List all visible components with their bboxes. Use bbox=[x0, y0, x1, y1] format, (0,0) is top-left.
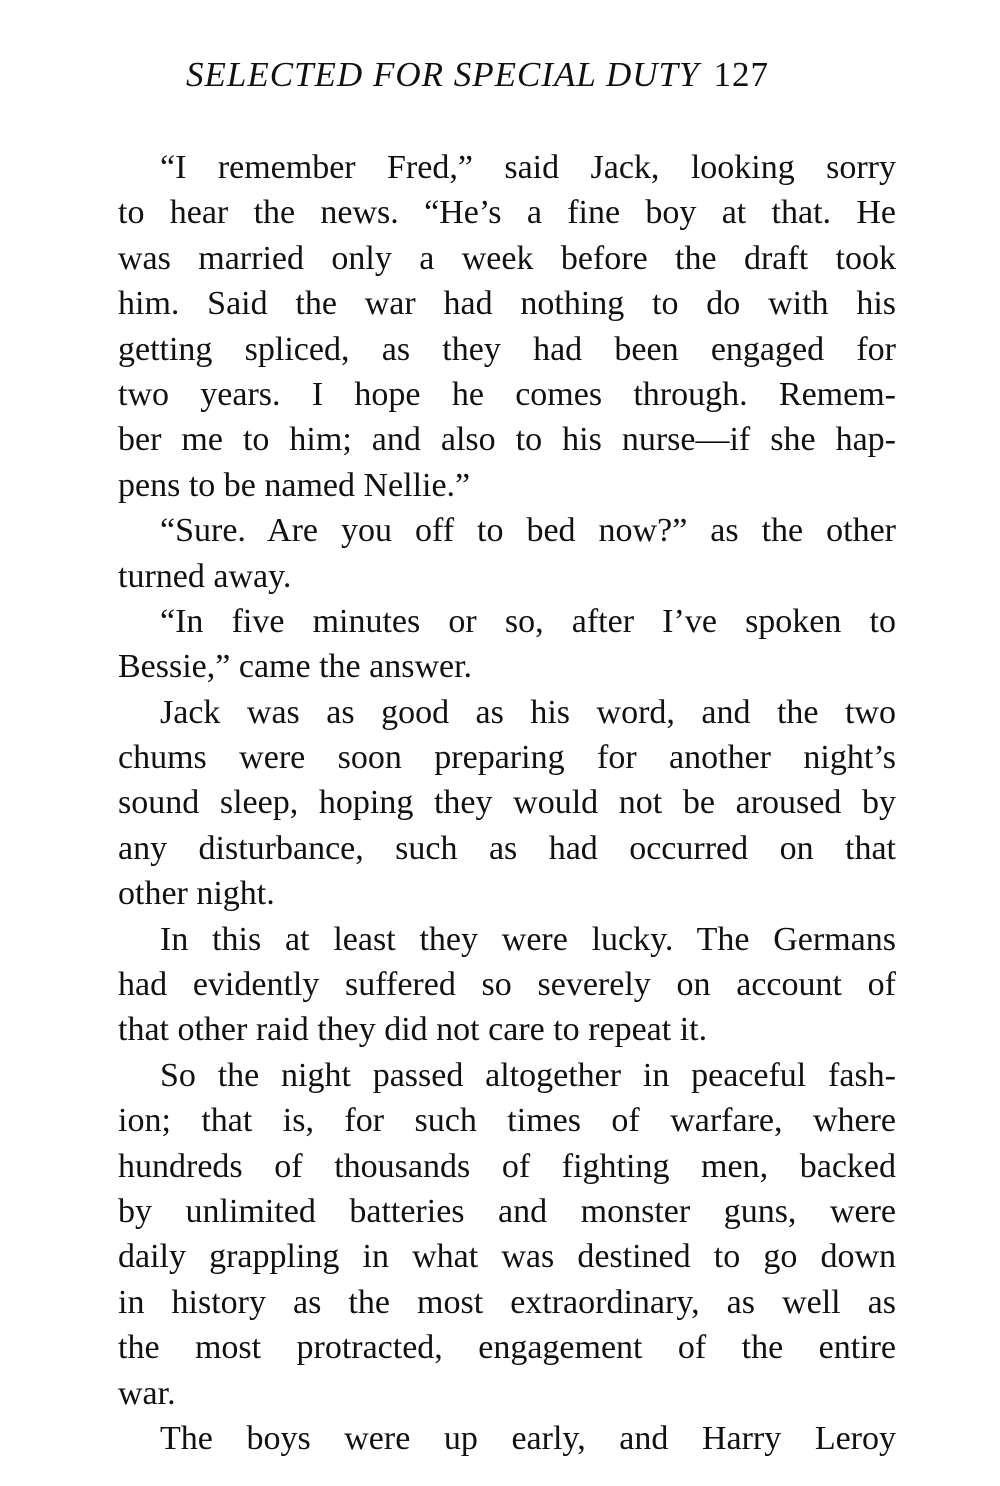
text-line: by unlimited batteries and monster guns, were bbox=[118, 1192, 896, 1230]
text-line: ion; that is, for such times of warfare, where bbox=[118, 1102, 896, 1140]
text-line: sound sleep, hoping they would not be aroused by bbox=[118, 784, 896, 822]
text-line: other night. bbox=[118, 875, 275, 913]
text-line: “I remember Fred,” said Jack, looking sorry bbox=[160, 149, 896, 186]
body-text bbox=[118, 145, 896, 1461]
text-line: In this at least they were lucky. The Germans bbox=[160, 920, 896, 958]
text-line: had evidently suffered so severely on account of bbox=[118, 966, 896, 1004]
text-line: daily grappling in what was destined to go down bbox=[118, 1238, 896, 1276]
text-line: in history as the most extraordinary, as well as bbox=[118, 1283, 896, 1321]
text-line: was married only a week before the draft took bbox=[118, 239, 896, 277]
text-line: getting spliced, as they had been engaged for bbox=[118, 330, 896, 368]
text-line: him. Said the war had nothing to do with his bbox=[118, 285, 896, 323]
text-line: hundreds of thousands of fighting men, backed bbox=[118, 1147, 896, 1185]
text-line: So the night passed altogether in peaceful fash- bbox=[160, 1056, 896, 1094]
text-line: Bessie,” came the answer. bbox=[118, 648, 473, 686]
text-line: pens to be named Nellie.” bbox=[118, 466, 471, 504]
text-line: “Sure. Are you off to bed now?” as the other bbox=[160, 512, 896, 550]
text-line: two years. I hope he comes through. Remem- bbox=[118, 375, 896, 413]
text-line: that other raid they did not care to repeat it. bbox=[118, 1011, 708, 1049]
text-line: war. bbox=[118, 1374, 176, 1412]
text-line: The boys were up early, and Harry Leroy bbox=[160, 1419, 896, 1457]
text-line: Jack was as good as his word, and the two bbox=[160, 693, 896, 731]
running-head bbox=[186, 50, 896, 100]
page-number: 127 bbox=[713, 55, 769, 94]
text-line: to hear the news. “He’s a fine boy at that. He bbox=[118, 194, 896, 232]
text-line: “In five minutes or so, after I’ve spoken to bbox=[160, 602, 896, 640]
running-title: SELECTED FOR SPECIAL DUTY bbox=[186, 55, 700, 94]
text-line: chums were soon preparing for another night’s bbox=[118, 739, 896, 777]
text-line: any disturbance, such as had occurred on that bbox=[118, 829, 896, 867]
text-line: the most protracted, engagement of the entire bbox=[118, 1329, 896, 1367]
text-line: turned away. bbox=[118, 557, 292, 595]
text-line: ber me to him; and also to his nurse—if she hap- bbox=[118, 421, 896, 459]
